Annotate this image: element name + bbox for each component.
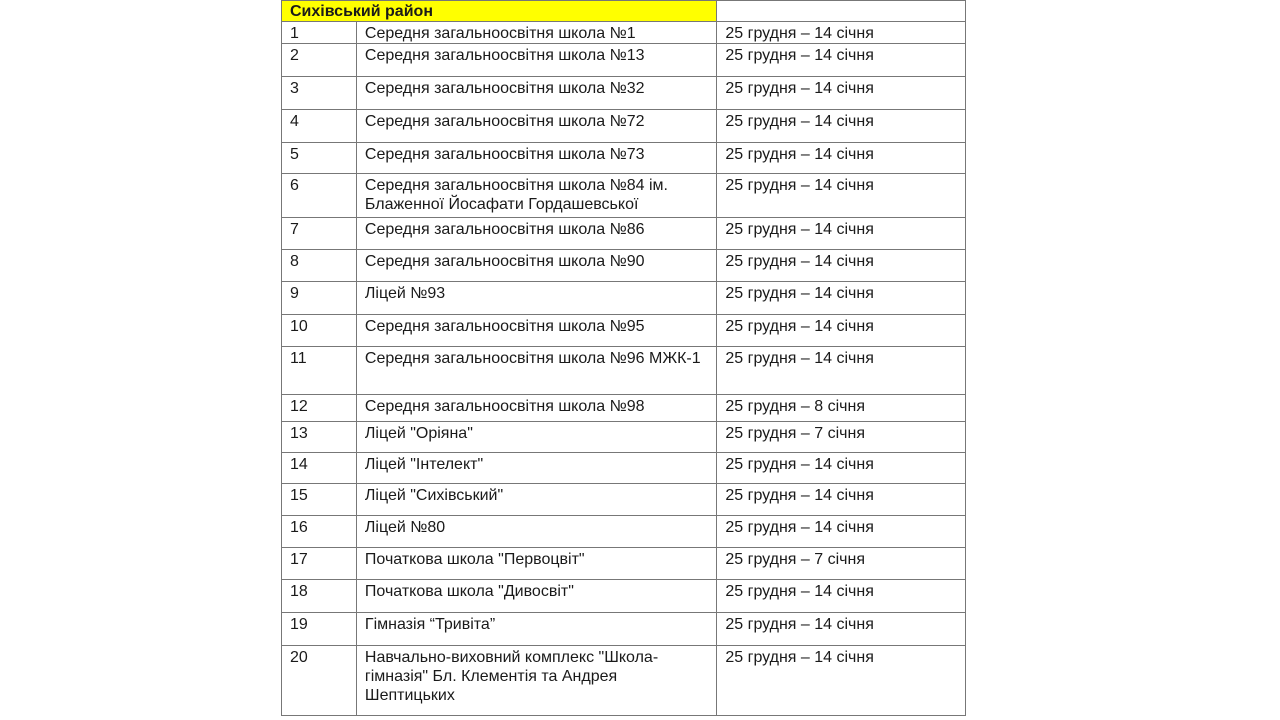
table-row bbox=[281, 347, 966, 395]
school-name: Ліцей "Інтелект" bbox=[357, 453, 717, 483]
holiday-dates: 25 грудня – 14 січня bbox=[717, 315, 966, 346]
row-number: 10 bbox=[282, 315, 357, 346]
holiday-dates: 25 грудня – 14 січня bbox=[717, 174, 966, 217]
table-row bbox=[281, 44, 966, 77]
row-number: 11 bbox=[282, 347, 357, 394]
table-row bbox=[281, 143, 966, 174]
holiday-dates: 25 грудня – 14 січня bbox=[717, 77, 966, 109]
header-empty-cell bbox=[717, 1, 966, 21]
table-row bbox=[281, 516, 966, 548]
row-number: 1 bbox=[282, 22, 357, 43]
school-name: Середня загальноосвітня школа №73 bbox=[357, 143, 717, 173]
school-name: Ліцей №93 bbox=[357, 282, 717, 314]
row-number: 14 bbox=[282, 453, 357, 483]
holiday-dates: 25 грудня – 14 січня bbox=[717, 484, 966, 515]
holiday-dates: 25 грудня – 7 січня bbox=[717, 422, 966, 452]
district-header-row bbox=[281, 0, 966, 22]
row-number: 7 bbox=[282, 218, 357, 249]
table-row bbox=[281, 22, 966, 44]
table-row bbox=[281, 250, 966, 282]
table-row bbox=[281, 174, 966, 218]
holiday-dates: 25 грудня – 7 січня bbox=[717, 548, 966, 579]
row-number: 19 bbox=[282, 613, 357, 645]
school-name: Середня загальноосвітня школа №1 bbox=[357, 22, 717, 43]
school-name: Середня загальноосвітня школа №84 ім. Блаженної Йосафати Гордашевської bbox=[357, 174, 717, 217]
row-number: 16 bbox=[282, 516, 357, 547]
holiday-dates: 25 грудня – 14 січня bbox=[717, 218, 966, 249]
holiday-dates: 25 грудня – 14 січня bbox=[717, 250, 966, 281]
school-name: Навчально-виховний комплекс "Школа-гімназія" Бл. Клементія та Андрея Шептицьких bbox=[357, 646, 717, 715]
holiday-dates: 25 грудня – 14 січня bbox=[717, 646, 966, 715]
table-row bbox=[281, 548, 966, 580]
row-number: 13 bbox=[282, 422, 357, 452]
school-name: Середня загальноосвітня школа №96 МЖК-1 bbox=[357, 347, 717, 394]
school-name: Ліцей "Оріяна" bbox=[357, 422, 717, 452]
table-row bbox=[281, 395, 966, 422]
holiday-dates: 25 грудня – 14 січня bbox=[717, 580, 966, 612]
table-row bbox=[281, 646, 966, 716]
school-name: Середня загальноосвітня школа №90 bbox=[357, 250, 717, 281]
holiday-dates: 25 грудня – 14 січня bbox=[717, 613, 966, 645]
holiday-dates: 25 грудня – 14 січня bbox=[717, 516, 966, 547]
table-row bbox=[281, 282, 966, 315]
school-name: Середня загальноосвітня школа №86 bbox=[357, 218, 717, 249]
row-number: 12 bbox=[282, 395, 357, 421]
table-row bbox=[281, 218, 966, 250]
school-name: Середня загальноосвітня школа №95 bbox=[357, 315, 717, 346]
table-row bbox=[281, 422, 966, 453]
holiday-dates: 25 грудня – 8 січня bbox=[717, 395, 966, 421]
row-number: 17 bbox=[282, 548, 357, 579]
school-name: Середня загальноосвітня школа №98 bbox=[357, 395, 717, 421]
table-row bbox=[281, 315, 966, 347]
school-name: Середня загальноосвітня школа №32 bbox=[357, 77, 717, 109]
table-row bbox=[281, 613, 966, 646]
row-number: 8 bbox=[282, 250, 357, 281]
holiday-dates: 25 грудня – 14 січня bbox=[717, 282, 966, 314]
holiday-dates: 25 грудня – 14 січня bbox=[717, 110, 966, 142]
school-name: Ліцей "Сихівський" bbox=[357, 484, 717, 515]
table-row bbox=[281, 580, 966, 613]
row-number: 9 bbox=[282, 282, 357, 314]
row-number: 18 bbox=[282, 580, 357, 612]
holiday-dates: 25 грудня – 14 січня bbox=[717, 22, 966, 43]
holiday-dates: 25 грудня – 14 січня bbox=[717, 143, 966, 173]
table-row bbox=[281, 453, 966, 484]
row-number: 2 bbox=[282, 44, 357, 76]
schedule-table bbox=[281, 0, 966, 720]
school-name: Середня загальноосвітня школа №72 bbox=[357, 110, 717, 142]
table-row bbox=[281, 484, 966, 516]
school-name: Ліцей №80 bbox=[357, 516, 717, 547]
school-name: Середня загальноосвітня школа №13 bbox=[357, 44, 717, 76]
table-row bbox=[281, 110, 966, 143]
table-row bbox=[281, 77, 966, 110]
school-name: Гімназія “Тривіта” bbox=[357, 613, 717, 645]
row-number: 20 bbox=[282, 646, 357, 715]
row-number: 3 bbox=[282, 77, 357, 109]
row-number: 15 bbox=[282, 484, 357, 515]
holiday-dates: 25 грудня – 14 січня bbox=[717, 44, 966, 76]
row-number: 6 bbox=[282, 174, 357, 217]
school-name: Початкова школа "Дивосвіт" bbox=[357, 580, 717, 612]
row-number: 5 bbox=[282, 143, 357, 173]
holiday-dates: 25 грудня – 14 січня bbox=[717, 453, 966, 483]
holiday-dates: 25 грудня – 14 січня bbox=[717, 347, 966, 394]
row-number: 4 bbox=[282, 110, 357, 142]
district-title: Сихівський район bbox=[282, 1, 717, 21]
school-name: Початкова школа "Первоцвіт" bbox=[357, 548, 717, 579]
